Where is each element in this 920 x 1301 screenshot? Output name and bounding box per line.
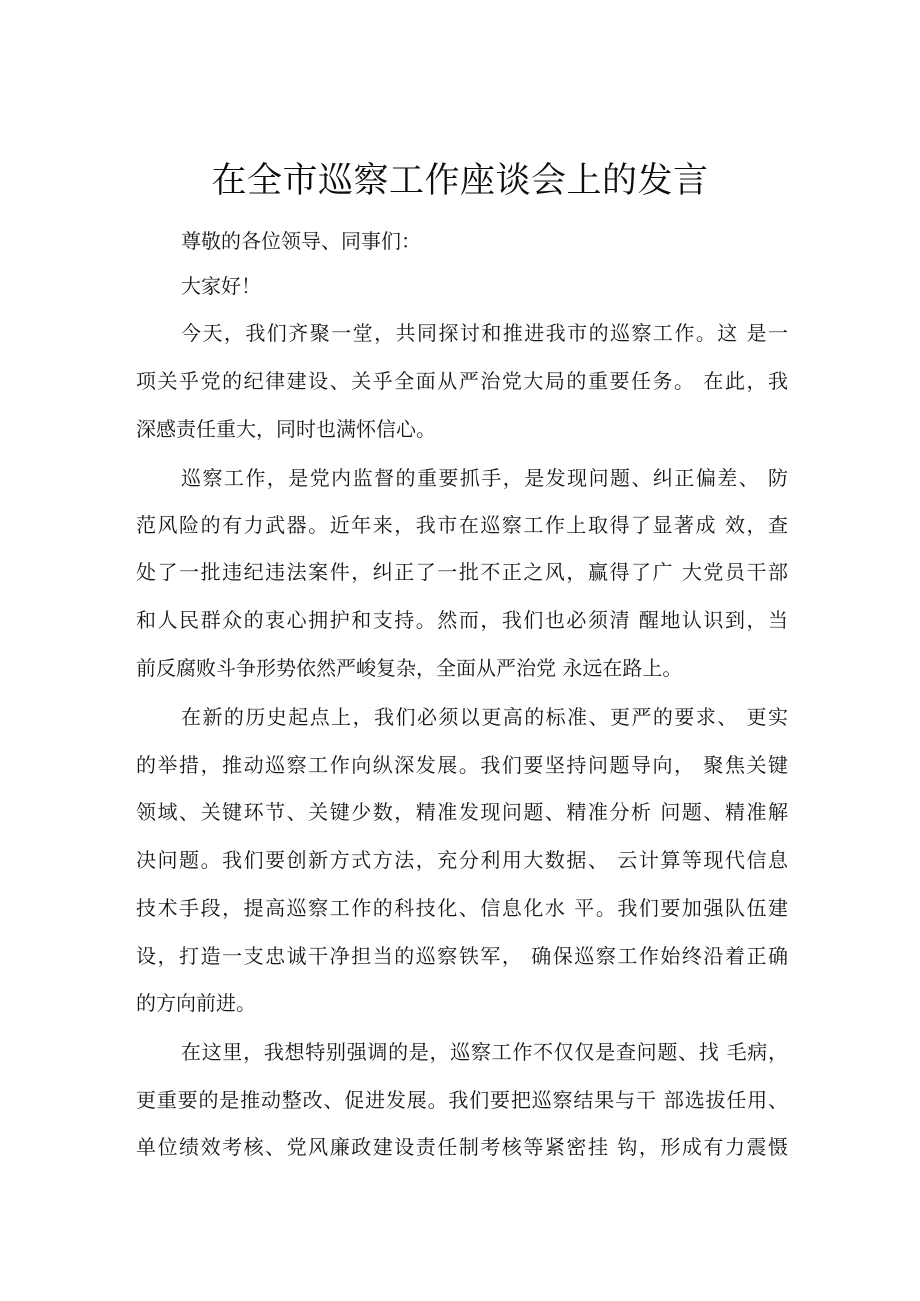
paragraph-line: 在新的历史起点上，我们必须以更高的标准、更严的要求、 更实 [181, 705, 788, 729]
salutation: 尊敬的各位领导、同事们： [181, 229, 421, 253]
paragraph-line: 的方向前进。 [136, 991, 256, 1015]
document-title: 在全市巡察工作座谈会上的发言 [211, 161, 709, 201]
paragraph-line: 范风险的有力武器。近年来，我市在巡察工作上取得了显著成 效，查 [136, 513, 788, 537]
paragraph-line: 技术手段，提高巡察工作的科技化、信息化水 平。我们要加强队伍建 [136, 896, 788, 920]
greeting: 大家好！ [181, 274, 261, 298]
paragraph-line: 项关乎党的纪律建设、关乎全面从严治党大局的重要任务。 在此，我 [136, 369, 788, 393]
paragraph-line: 的举措，推动巡察工作向纵深发展。我们要坚持问题导向， 聚焦关键 [136, 753, 788, 777]
paragraph-line: 单位绩效考核、党风廉政建设责任制考核等紧密挂 钩，形成有力震慑 [136, 1135, 788, 1159]
paragraph-line: 领域、关键环节、关键少数，精准发现问题、精准分析 问题、精准解 [136, 800, 788, 824]
paragraph-line: 更重要的是推动整改、促进发展。我们要把巡察结果与干 部选拔任用、 [136, 1088, 788, 1112]
paragraph-line: 处了一批违纪违法案件，纠正了一批不正之风，赢得了广 大党员干部 [136, 560, 788, 584]
paragraph-line: 决问题。我们要创新方式方法，充分利用大数据、 云计算等现代信息 [136, 848, 788, 872]
paragraph-line: 巡察工作，是党内监督的重要抓手，是发现问题、纠正偏差、 防 [181, 466, 788, 490]
paragraph-line: 在这里，我想特别强调的是，巡察工作不仅仅是查问题、找 毛病， [181, 1040, 788, 1064]
paragraph-line: 前反腐败斗争形势依然严峻复杂，全面从严治党 永远在路上。 [136, 656, 683, 680]
paragraph-line: 和人民群众的衷心拥护和支持。然而，我们也必须清 醒地认识到，当 [136, 608, 788, 632]
paragraph-line: 今天，我们齐聚一堂，共同探讨和推进我市的巡察工作。这 是一 [181, 321, 788, 345]
paragraph-line: 设，打造一支忠诚干净担当的巡察铁军， 确保巡察工作始终沿着正确 [136, 944, 788, 968]
paragraph-line: 深感责任重大，同时也满怀信心。 [136, 417, 436, 441]
